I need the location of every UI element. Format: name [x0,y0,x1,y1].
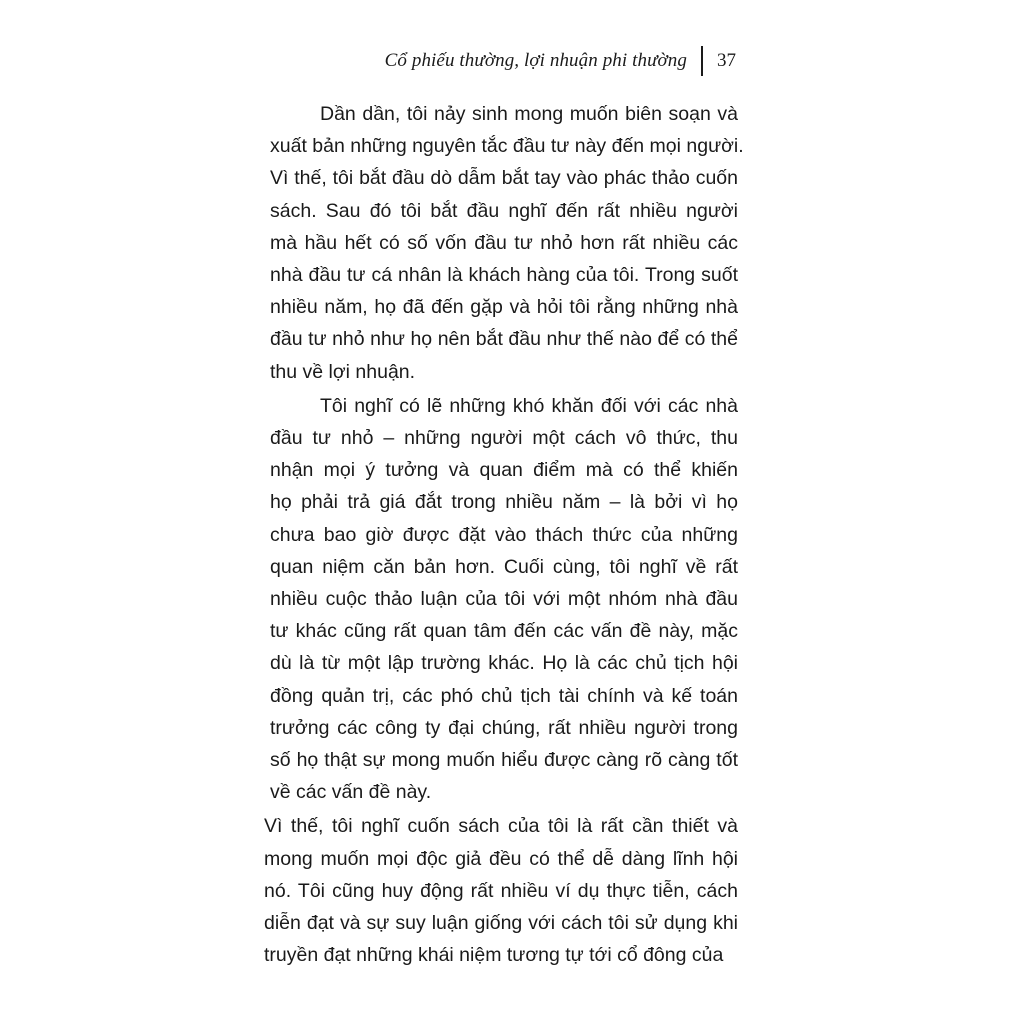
text-line: chưa bao giờ được đặt vào thách thức của những [270,523,738,546]
header-divider [701,46,703,76]
text-line: quan niệm căn bản hơn. Cuối cùng, tôi nghĩ về rất [270,555,738,578]
text-line: Tôi nghĩ có lẽ những khó khăn đối với các nhà [320,394,738,417]
text-line: về các vấn đề này. [270,781,432,804]
text-line: nhà đầu tư cá nhân là khách hàng của tôi. Trong suốt [270,264,738,287]
text-line: Vì thế, tôi bắt đầu dò dẫm bắt tay vào phác thảo cuốn [270,167,738,190]
text-line: mà hầu hết có số vốn đầu tư nhỏ hơn rất nhiều các [270,231,738,254]
running-title: Cổ phiếu thường, lợi nhuận phi thường [384,50,687,71]
text-line: họ phải trả giá đắt trong nhiều năm – là bởi vì họ [270,491,738,514]
text-line: nó. Tôi cũng huy động rất nhiều ví dụ thực tiễn, cách [264,879,738,902]
body-text [264,98,744,971]
text-line: thu về lợi nhuận. [270,360,416,383]
paragraph-1 [264,98,744,388]
text-line: xuất bản những nguyên tắc đầu tư này đến mọi người. [270,135,744,158]
text-line: nhiều năm, họ đã đến gặp và hỏi tôi rằng những nhà [270,296,738,319]
page-number: 37 [717,50,736,71]
text-line: sách. Sau đó tôi bắt đầu nghĩ đến rất nhiều người [270,199,738,222]
text-line: tư khác cũng rất quan tâm đến các vấn đề này, mặc [270,620,738,643]
text-line: trưởng các công ty đại chúng, rất nhiều người trong [270,716,738,739]
text-line: mong muốn mọi độc giả đều có thể dễ dàng lĩnh hội [264,847,738,870]
text-line: nhận mọi ý tưởng và quan điểm mà có thể khiến [270,459,738,482]
text-line: Vì thế, tôi nghĩ cuốn sách của tôi là rất cần thiết và [264,815,738,838]
running-header [385,46,736,76]
text-line: dù là từ một lập trường khác. Họ là các chủ tịch hội [270,652,738,675]
text-line: Dần dần, tôi nảy sinh mong muốn biên soạn và [320,103,738,125]
text-line: truyền đạt những khái niệm tương tự tới cổ đông của [264,944,724,967]
text-line: số họ thật sự mong muốn hiểu được càng rõ càng tốt [270,749,738,772]
text-line: nhiều cuộc thảo luận của tôi với một nhóm nhà đầu [270,588,738,611]
paragraph-2 [264,390,738,809]
text-line: diễn đạt và sự suy luận giống với cách tôi sử dụng khi [264,912,738,935]
text-line: đầu tư nhỏ – những người một cách vô thức, thu [270,427,738,450]
text-line: đồng quản trị, các phó chủ tịch tài chính và kế toán [270,684,738,707]
paragraph-3 [264,810,738,971]
text-line: đầu tư nhỏ như họ nên bắt đầu như thế nào để có thể [270,328,738,351]
